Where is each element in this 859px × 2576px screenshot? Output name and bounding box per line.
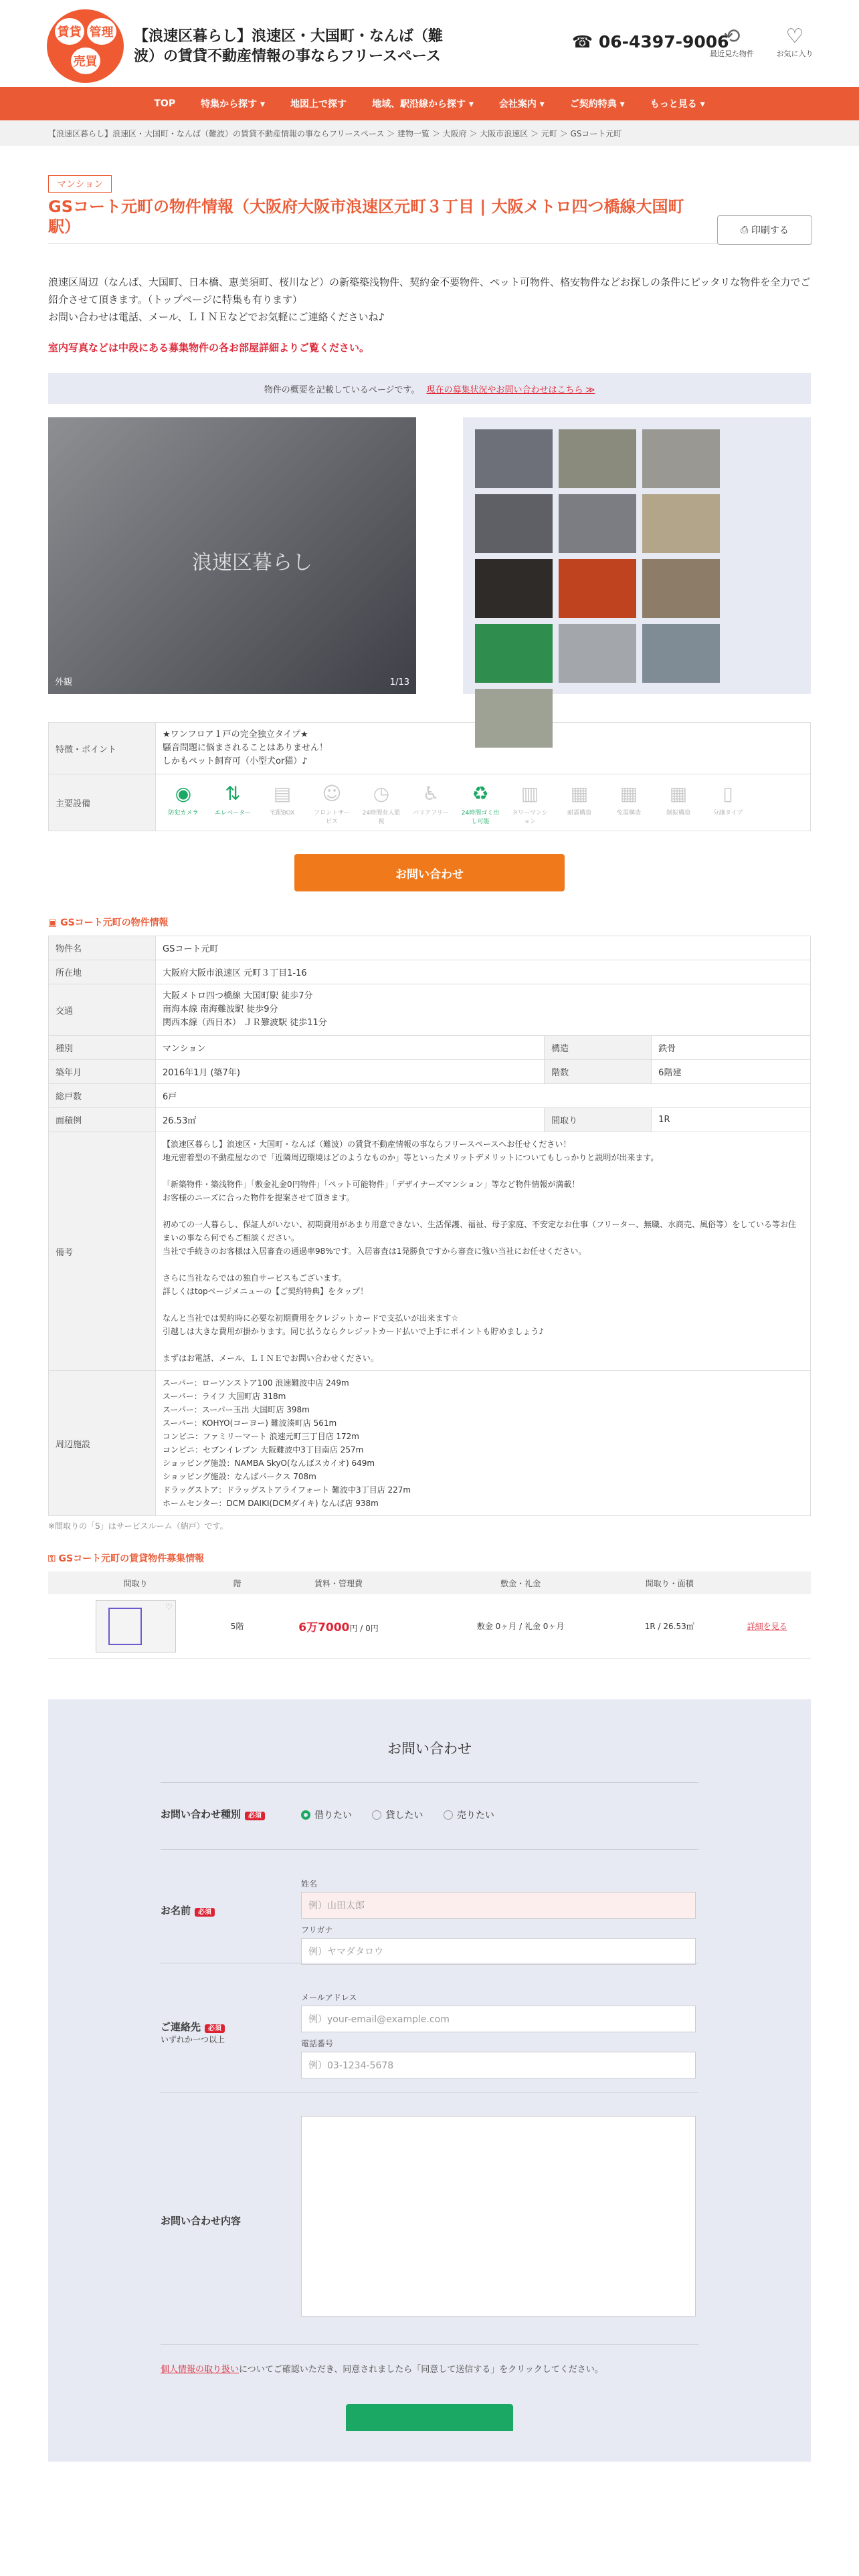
message-textarea[interactable] bbox=[301, 2116, 696, 2317]
inquiry-type-label: お問い合わせ種別 必須 bbox=[161, 1807, 265, 1821]
24h-icon: ◷ bbox=[373, 782, 390, 804]
thumbnail[interactable] bbox=[559, 559, 636, 618]
kana-sublabel: フリガナ bbox=[301, 1925, 333, 1935]
nav-area[interactable]: 地域、駅沿線から探す ▾ bbox=[372, 99, 474, 110]
name-row bbox=[161, 1849, 698, 1957]
col-deposit: 敷金・礼金 bbox=[425, 1572, 615, 1594]
col-layout: 間取り・面積 bbox=[615, 1572, 723, 1594]
equipment-elevator bbox=[212, 780, 254, 825]
thumbnail[interactable] bbox=[475, 429, 553, 488]
contact-form bbox=[48, 1699, 811, 2462]
equipment-label: タワーマンション bbox=[512, 810, 548, 825]
property-name: GSコート元町 bbox=[156, 936, 811, 960]
trash-icon: ♻ bbox=[472, 782, 489, 804]
message-label: お問い合わせ内容 bbox=[161, 2214, 242, 2227]
equipment-label: エレベーター bbox=[214, 810, 251, 817]
equipment-isolation bbox=[608, 780, 650, 825]
watermark: 浪速区暮らし bbox=[192, 551, 312, 574]
nav-map[interactable]: 地図上で探す bbox=[290, 99, 347, 110]
remarks-label: 備考 bbox=[49, 1132, 156, 1371]
message-row bbox=[161, 2092, 698, 2320]
photo-gallery bbox=[48, 417, 811, 694]
col-link bbox=[723, 1572, 811, 1594]
equipment-label: 耐震構造 bbox=[567, 810, 591, 817]
site-logo[interactable] bbox=[47, 9, 124, 83]
col-floor: 階 bbox=[223, 1572, 252, 1594]
traffic-label: 交通 bbox=[49, 984, 156, 1036]
site-title[interactable]: 【浪速区暮らし】浪速区・大国町・なんば（難波）の賃貸不動産情報の事ならフリースペース bbox=[134, 28, 444, 65]
property-layout: 1R bbox=[652, 1108, 811, 1132]
name-input[interactable]: 例）山田太郎 bbox=[301, 1892, 696, 1919]
kana-input[interactable]: 例）ヤマダタロウ bbox=[301, 1938, 696, 1965]
structure-label: 構造 bbox=[545, 1036, 652, 1060]
address-label: 所在地 bbox=[49, 960, 156, 984]
thumbnail[interactable] bbox=[475, 494, 553, 553]
row-floor: 5階 bbox=[223, 1594, 252, 1658]
front-icon: ☺ bbox=[322, 782, 342, 804]
equipment-front bbox=[311, 780, 353, 825]
recent-viewed-label: 最近見た物件 bbox=[710, 49, 754, 58]
inquiry-type-row bbox=[161, 1782, 698, 1849]
radio-rent[interactable]: 借りたい bbox=[301, 1808, 352, 1822]
global-nav bbox=[0, 87, 859, 120]
logo-mark-chintai: 賃貸 bbox=[55, 18, 84, 45]
footnote: ※間取りの「S」はサービスルーム（納戸）です。 bbox=[48, 1521, 228, 1531]
equipment-condo bbox=[707, 780, 749, 825]
photo-caption: 外観 bbox=[55, 677, 73, 687]
property-floors: 6階建 bbox=[652, 1060, 811, 1084]
radio-icon bbox=[372, 1810, 381, 1820]
units-label: 総戸数 bbox=[49, 1084, 156, 1108]
equipment-label: 24時間有人監視 bbox=[362, 810, 401, 825]
property-type: マンション bbox=[156, 1036, 545, 1060]
equipment-24h bbox=[361, 780, 402, 825]
equipment-list bbox=[156, 774, 811, 831]
favorite-heart-icon[interactable]: ♡ bbox=[165, 1602, 173, 1612]
thumbnail[interactable] bbox=[559, 429, 636, 488]
thumbnail[interactable] bbox=[642, 494, 720, 553]
email-sublabel: メールアドレス bbox=[301, 1992, 357, 2002]
thumbnail[interactable] bbox=[559, 494, 636, 553]
thumbnail[interactable] bbox=[642, 559, 720, 618]
equipment-icons bbox=[163, 780, 803, 825]
radio-checked-icon bbox=[301, 1810, 310, 1820]
row-deposit: 敷金 0ヶ月 / 礼金 0ヶ月 bbox=[425, 1594, 615, 1658]
breadcrumb[interactable]: 【浪速区暮らし】浪速区・大国町・なんば（難波）の賃貸不動産情報の事ならフリースペース ＞ 建物一覧 ＞ 大阪府 ＞ 大阪市浪速区 ＞ 元町 ＞ GSコート元町 bbox=[0, 120, 859, 146]
thumbnail-grid bbox=[463, 417, 811, 694]
equipment-label: 24時間ゴミ出し可能 bbox=[461, 810, 500, 825]
name-label: 物件名 bbox=[49, 936, 156, 960]
property-traffic: 大阪メトロ四つ橋線 大国町駅 徒歩7分 南海本線 南海難波駅 徒歩9分 関西本線（西日本） ＪＲ難波駅 徒歩11分 bbox=[156, 984, 811, 1036]
site-header bbox=[0, 0, 859, 87]
equipment-label: フロントサービス bbox=[313, 810, 350, 825]
radio-lend[interactable]: 貸したい bbox=[372, 1808, 423, 1822]
contact-row bbox=[161, 1963, 698, 2083]
equipment-label: 主要設備 bbox=[49, 774, 156, 831]
property-area: 26.53㎡ bbox=[156, 1108, 545, 1132]
photo-counter: 1/13 bbox=[389, 677, 409, 687]
property-structure: 鉄骨 bbox=[652, 1036, 811, 1060]
row-layout: 1R / 26.53㎡ bbox=[615, 1594, 723, 1658]
equipment-label: 免震構造 bbox=[616, 810, 641, 817]
main-photo[interactable] bbox=[48, 417, 416, 694]
property-info-table bbox=[48, 936, 811, 1516]
condo-icon: ▯ bbox=[723, 782, 733, 804]
phone-input[interactable]: 例）03-1234-5678 bbox=[301, 2052, 696, 2078]
phone-icon: ☎ bbox=[572, 32, 599, 51]
summary-bar bbox=[48, 373, 811, 404]
nav-top[interactable]: TOP bbox=[154, 98, 176, 109]
thumbnail[interactable] bbox=[559, 624, 636, 683]
thumbnail[interactable] bbox=[475, 624, 553, 683]
feature-label: 特徴・ポイント bbox=[49, 723, 156, 774]
equipment-label: 宅配BOX bbox=[270, 810, 295, 817]
rent-value: 6万7000 bbox=[298, 1621, 350, 1635]
heart-icon: ♡ bbox=[785, 25, 804, 48]
layout-label: 間取り bbox=[545, 1108, 652, 1132]
feature-table bbox=[48, 722, 811, 831]
property-address[interactable]: 大阪府大阪市浪速区 元町３丁目1-16 bbox=[156, 960, 811, 984]
table-row[interactable] bbox=[48, 1594, 811, 1658]
col-floorplan: 間取り bbox=[48, 1572, 223, 1594]
thumbnail[interactable] bbox=[475, 689, 553, 748]
seismic-icon: ▦ bbox=[570, 782, 589, 804]
property-units: 6戸 bbox=[156, 1084, 811, 1108]
box-icon: ▤ bbox=[273, 782, 292, 804]
history-icon: ⟲ bbox=[723, 25, 741, 48]
nav-benefits[interactable]: ご契約特典 ▾ bbox=[569, 99, 625, 110]
equipment-label: 分譲タイプ bbox=[712, 810, 743, 817]
type-label: 種別 bbox=[49, 1036, 156, 1060]
tower-icon: ▥ bbox=[520, 782, 539, 804]
title-divider bbox=[48, 243, 811, 244]
nav-more[interactable]: もっと見る ▾ bbox=[650, 99, 705, 110]
equipment-trash bbox=[460, 780, 501, 825]
nav-company[interactable]: 会社案内 ▾ bbox=[498, 99, 545, 110]
floors-label: 階数 bbox=[545, 1060, 652, 1084]
thumbnail[interactable] bbox=[642, 429, 720, 488]
page-title: GSコート元町の物件情報（大阪府大阪市浪速区元町３丁目 | 大阪メトロ四つ橋線大国町駅） bbox=[48, 197, 684, 236]
elevator-icon: ⇅ bbox=[225, 782, 241, 804]
submit-button[interactable] bbox=[346, 2404, 513, 2431]
print-button[interactable]: ⎙ 印刷する bbox=[717, 215, 812, 245]
intro-text: 浪速区周辺（なんば、大国町、日本橋、恵美須町、桜川など）の新築築浅物件、契約金不要物件、ペット可物件、格安物件などお探しの条件にピッタリな物件を全力でご紹介させて頂きます。（トップページに特集も有ります） お問い合わせは電話、メール、ＬＩＮＥなどでお気軽にご連絡くださいね♪ bbox=[48, 276, 811, 323]
detail-link[interactable]: 詳細を見る bbox=[747, 1622, 787, 1632]
floorplan-thumbnail[interactable] bbox=[48, 1594, 223, 1658]
main-content bbox=[0, 146, 859, 2462]
area-label: 面積例 bbox=[49, 1108, 156, 1132]
summary-text: 物件の概要を記載しているページです。 bbox=[264, 385, 420, 395]
phone-sublabel: 電話番号 bbox=[301, 2038, 334, 2048]
nearby-label: 周辺施設 bbox=[49, 1371, 156, 1516]
property-built: 2016年1月 (築7年) bbox=[156, 1060, 545, 1084]
email-input[interactable]: 例）your-email@example.com bbox=[301, 2006, 696, 2032]
nav-features[interactable]: 特集から探す ▾ bbox=[201, 99, 265, 110]
property-nearby: スーパー：ローソンストア100 浪速難波中店 249m スーパー：ライフ 大国町店 318m スーパー：スーパー玉出 大国町店 398m スーパー：KOHYO(コーヨー) 難波湊町店 561m コンビニ：ファミリーマート 浪速元町三丁目店 172m コンビニ：セブンイレブン 大阪難波中3丁目南店 257m ショッピング施設：NAMBA SkyO(なんばスカイオ) 649m ショッピング施設：なんばパークス 708m ドラッグストア：ドラッグストアライフォート 難波中3丁目店 227m ホームセンター：DCM DAIKI(DCMダイキ) なんば店 938m bbox=[156, 1371, 811, 1516]
equipment-barrier bbox=[410, 780, 452, 825]
recent-viewed-button[interactable] bbox=[706, 25, 757, 59]
logo-mark-baibai: 売買 bbox=[71, 47, 100, 74]
equipment-seismic bbox=[559, 780, 600, 825]
phone-number[interactable]: ☎ 06-4397-9006 bbox=[572, 32, 729, 51]
built-label: 築年月 bbox=[49, 1060, 156, 1084]
property-remarks: 【浪速区暮らし】浪速区・大国町・なんば（難波）の賃貸不動産情報の事ならフリースペースへお任せください！ 地元密着型の不動産屋なので「近隣周辺環境はどのようなものか」等といったメリットデメリットについてもしっかりと説明が出来ます。 「新築物件・築浅物件」「敷金礼金0円物件」「ペット可能物件」「デザイナーズマンション」等など物件情報が満載！ お客様のニーズに合った物件を提案させて頂きます。 初めての一人暮らし、保証人がいない、初期費用があまり用意できない、生活保護、福祉、母子家庭、不安定なお仕事（フリーター、無職、水商売、風俗等）をしている等お住まいの事なら何でもご相談ください。 当社で手続きのお客様は入居審査の通過率98%です。入居審査は1発勝負ですから審査に強い当社にお任せください。 さらに当社ならではの独自サービスもございます。 詳しくはtopページメニューの【ご契約特典】をタップ！ なんと当社では契約時に必要な初期費用をクレジットカードで支払いが出来ます☆ 引越しは大きな費用が掛かります。同じ払うならクレジットカード払いで上手にポイントも貯めましょう♪ まずはお電話、メール、ＬＩＮＥでお問い合わせください。 bbox=[156, 1132, 811, 1371]
contact-label: ご連絡先 必須 いずれか一つ以上 bbox=[161, 2020, 225, 2044]
recruit-section-title: ⚿ GSコート元町の賃貸物件募集情報 bbox=[48, 1553, 205, 1564]
col-rent: 賃料・管理費 bbox=[252, 1572, 425, 1594]
printer-icon: ⎙ bbox=[741, 225, 751, 235]
favorites-button[interactable] bbox=[769, 25, 820, 59]
name-sublabel: 姓名 bbox=[301, 1879, 318, 1889]
privacy-note: 個人情報の取り扱いについてご確認いただき、同意されましたら「同意して送信する」をクリックしてください。 bbox=[161, 2344, 698, 2375]
equipment-label: 制振構造 bbox=[666, 810, 690, 817]
thumbnail[interactable] bbox=[475, 559, 553, 618]
contact-cta-button[interactable]: お問い合わせ bbox=[294, 854, 565, 891]
property-type-badge: マンション bbox=[48, 175, 112, 193]
name-label: お名前 必須 bbox=[161, 1903, 215, 1917]
info-section-title: ▣ GSコート元町の物件情報 bbox=[48, 918, 169, 928]
feature-text: ★ワンフロア１戸の完全独立タイプ★ 騒音問題に悩まされることはありません！ しかもペット飼育可（小型犬or猫）♪ bbox=[156, 723, 811, 774]
rent-unit: 円 / 0円 bbox=[349, 1624, 379, 1634]
equipment-damping bbox=[658, 780, 699, 825]
row-rent bbox=[252, 1594, 425, 1658]
barrier-icon: ♿ bbox=[422, 782, 440, 804]
equipment-label: 防犯カメラ bbox=[168, 810, 199, 817]
equipment-label: バリアフリー bbox=[413, 810, 449, 817]
camera-icon: ◉ bbox=[175, 782, 192, 804]
privacy-link[interactable]: 個人情報の取り扱い bbox=[161, 2364, 240, 2375]
equipment-camera bbox=[163, 780, 204, 825]
key-icon: ⚿ bbox=[48, 1553, 59, 1564]
thumbnail[interactable] bbox=[642, 624, 720, 683]
logo-mark-kanri: 管理 bbox=[87, 18, 116, 45]
equipment-tower bbox=[509, 780, 551, 825]
equipment-box bbox=[262, 780, 303, 825]
form-title: お問い合わせ bbox=[387, 1740, 472, 1757]
building-icon: ▣ bbox=[48, 918, 61, 928]
notice-text: 室内写真などは中段にある募集物件の各お部屋詳細よりご覧ください。 bbox=[48, 342, 370, 354]
recruit-table bbox=[48, 1572, 811, 1659]
damping-icon: ▦ bbox=[669, 782, 688, 804]
isolation-icon: ▦ bbox=[619, 782, 638, 804]
favorites-label: お気に入り bbox=[776, 49, 814, 58]
radio-icon bbox=[444, 1810, 453, 1820]
summary-link[interactable]: 現在の募集状況やお問い合わせはこちら ≫ bbox=[426, 385, 595, 395]
radio-sell[interactable]: 売りたい bbox=[444, 1808, 494, 1822]
